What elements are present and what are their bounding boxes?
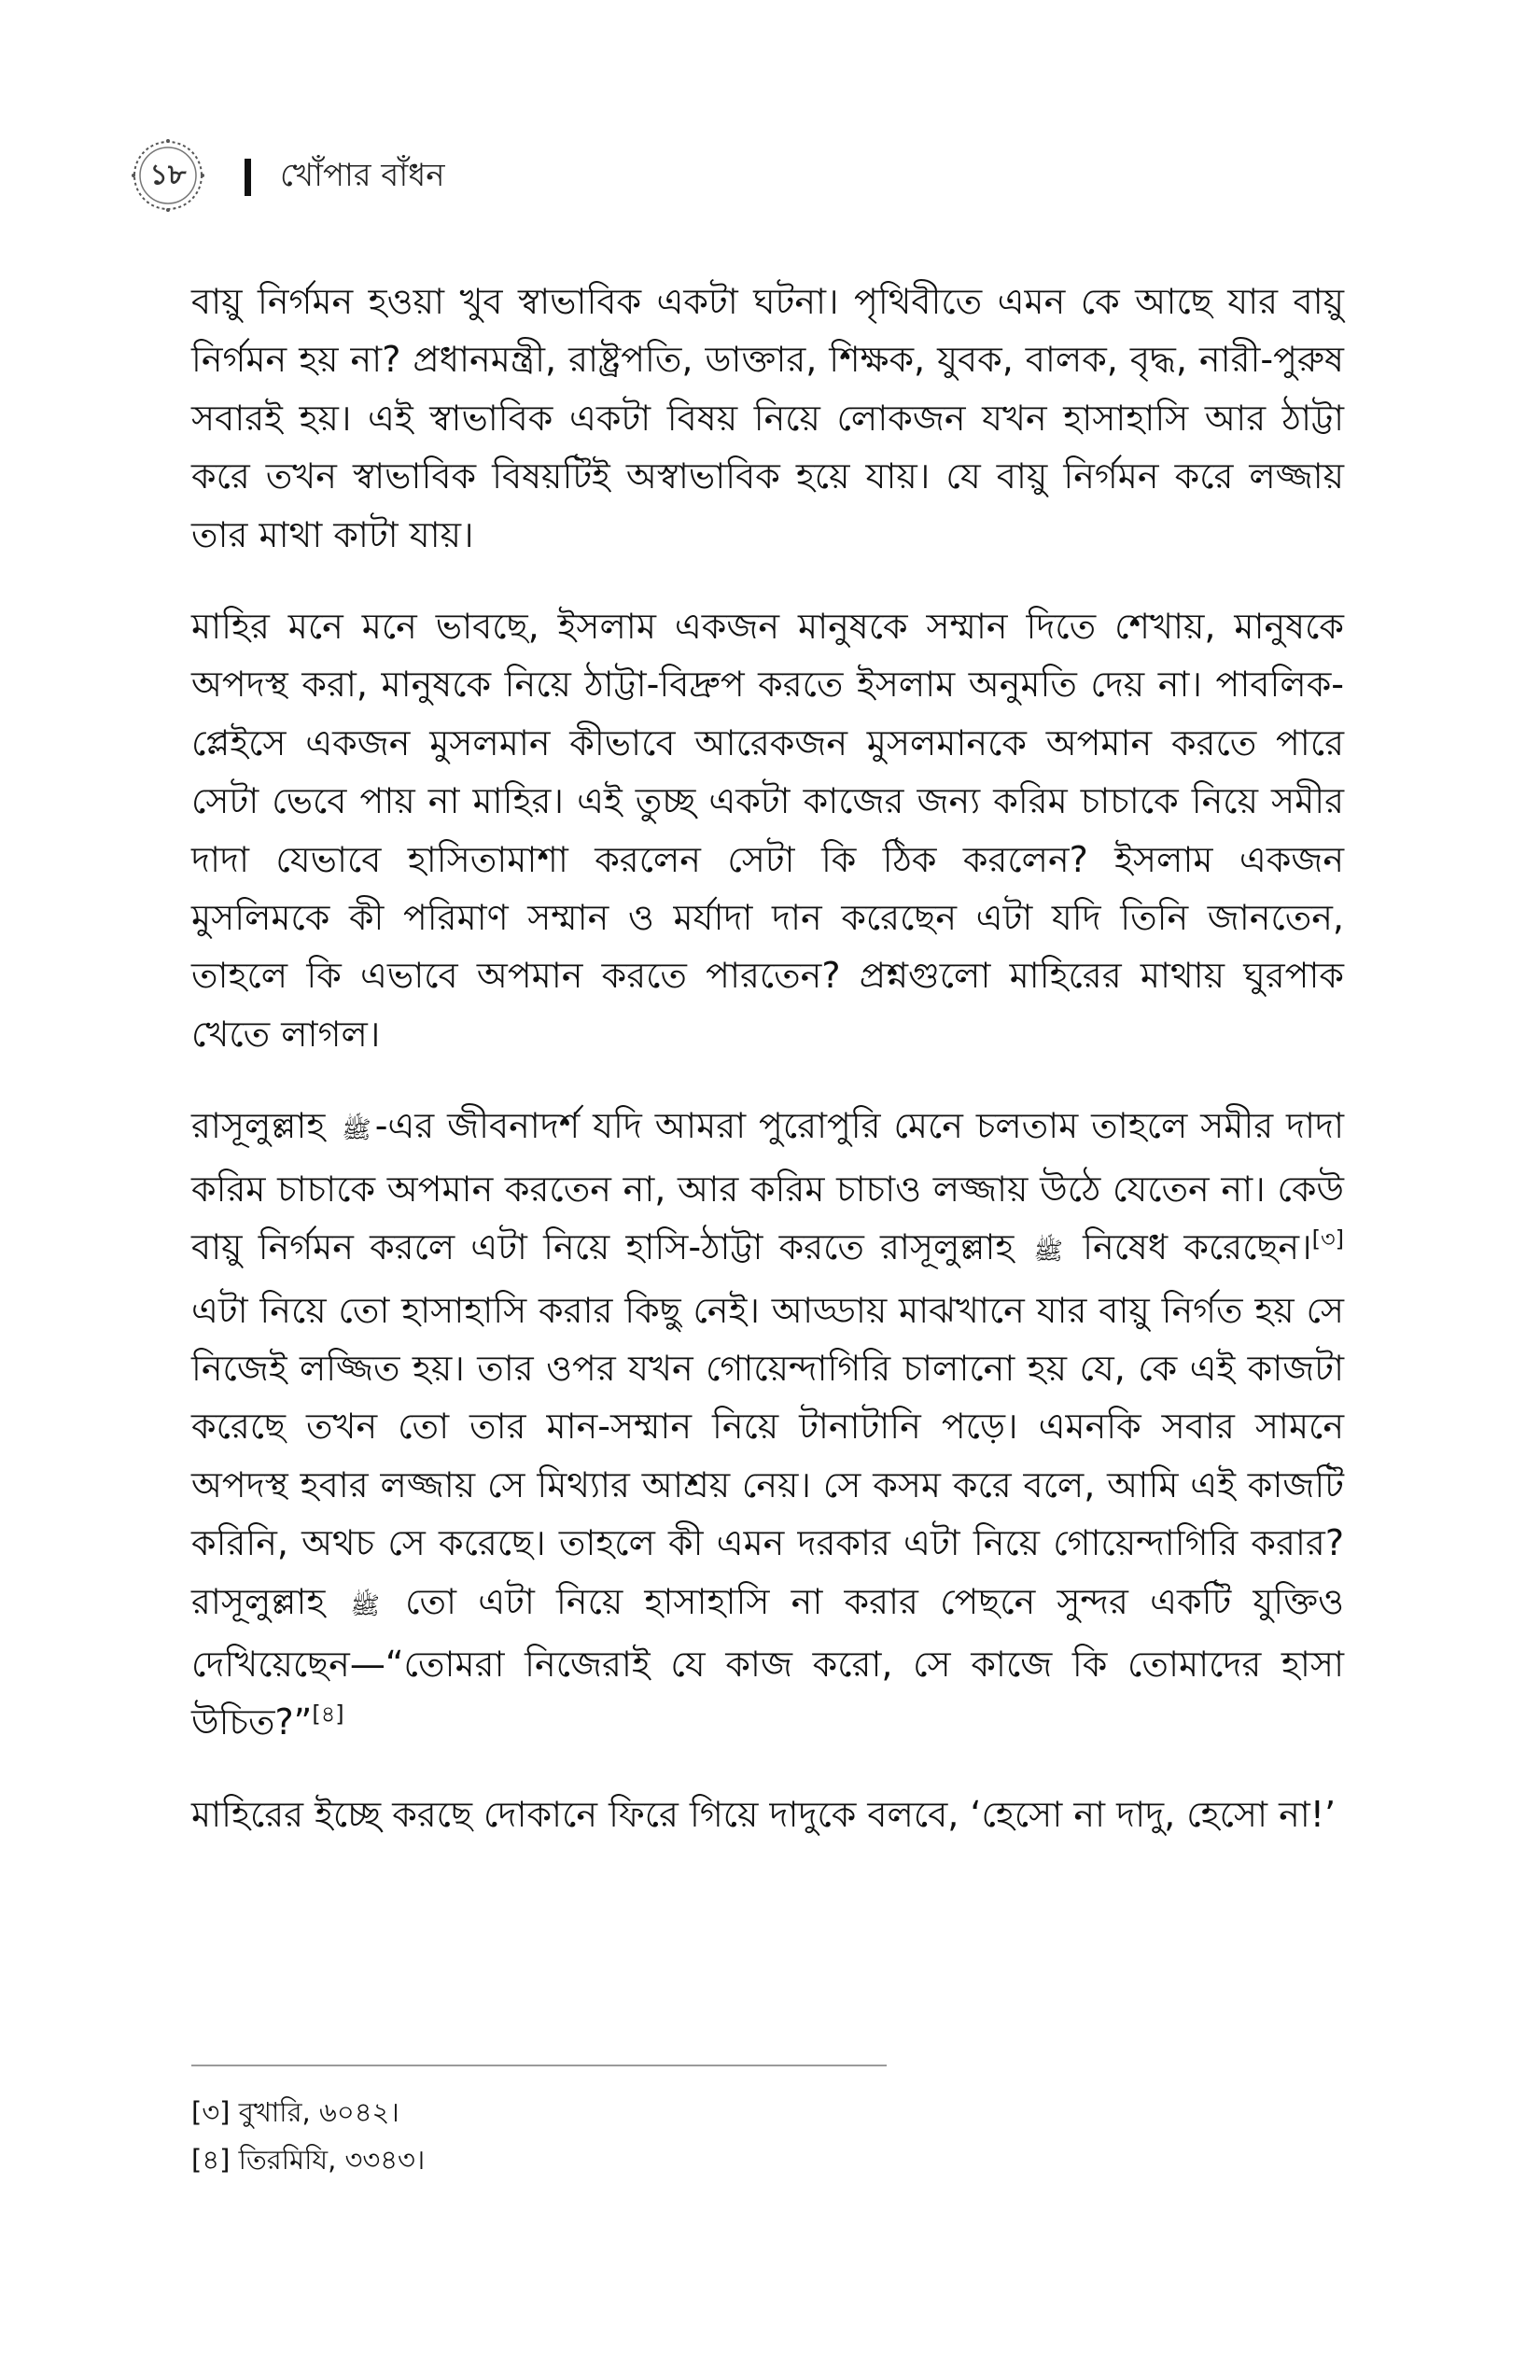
footnotes [191,2089,1031,2184]
paragraph-3-text-2: -এর জীবনাদর্শ যদি আমরা পুরোপুরি মেনে চলতাম তাহলে সমীর দাদা করিম চাচাকে অপমান করতেন না, আর করিম চাচাও লজ্জায় উঠে যেতেন না। কেউ বায়ু নির্গমন করলে এটা নিয়ে হাসি-ঠাট্টা করতে রাসূলুল্লাহ [191,1105,1344,1268]
paragraph-1: বায়ু নির্গমন হওয়া খুব স্বাভাবিক একটা ঘটনা। পৃথিবীতে এমন কে আছে যার বায়ু নির্গমন হয় না? প্রধানমন্ত্রী, রাষ্ট্রপতি, ডাক্তার, শিক্ষক, যুবক, বালক, বৃদ্ধ, নারী-পুরুষ সবারই হয়। এই স্বাভাবিক একটা বিষয় নিয়ে লোকজন যখন হাসাহাসি আর ঠাট্টা করে তখন স্বাভাবিক বিষয়টিই অস্বাভাবিক হয়ে যায়। যে বায়ু নির্গমন করে লজ্জায় তার মাথা কাটা যায়। [191,281,1344,555]
paragraph-3-text-1: রাসূলুল্লাহ [191,1105,326,1147]
book-title: খোঁপার বাঁধন [280,157,445,194]
salawat-icon: ﷺ [342,1116,371,1145]
page-number: ১৮ [149,159,187,191]
paragraph-3 [191,1097,1344,1751]
footnote-3: [৩] বুখারি, ৬০৪২। [191,2096,399,2128]
footnote-4: [৪] তিরমিযি, ৩৩৪৩। [191,2144,426,2176]
salawat-icon: ﷺ [350,1591,380,1620]
footnote-divider [191,2065,887,2066]
footnote-ref-4[interactable]: [৪] [312,1701,344,1728]
header-divider-bar [245,159,251,196]
paragraph-4: মাহিরের ইচ্ছে করছে দোকানে ফিরে গিয়ে দাদুকে বলবে, ‘হেসো না দাদু, হেসো না!’ [191,1793,1337,1835]
paragraph-3-text-5: তো এটা নিয়ে হাসাহাসি না করার পেছনে সুন্দর একটি যুক্তিও দেখিয়েছেন—“তোমরা নিজেরাই যে কাজ করো, সে কাজে কি তোমাদের হাসা উচিত?” [191,1580,1344,1743]
body-text [191,273,1344,1877]
page-header [131,138,1344,213]
salawat-icon: ﷺ [1033,1238,1063,1267]
page-number-badge [131,138,205,213]
paragraph-3-text-4: এটা নিয়ে তো হাসাহাসি করার কিছু নেই। আড্ডায় মাঝখানে যার বায়ু নির্গত হয় সে নিজেই লজ্জিত হয়। তার ওপর যখন গোয়েন্দাগিরি চালানো হয় যে, কে এই কাজটা করেছে তখন তো তার মান-সম্মান নিয়ে টানাটানি পড়ে। এমনকি সবার সামনে অপদস্থ হবার লজ্জায় সে মিথ্যার আশ্রয় নেয়। সে কসম করে বলে, আমি এই কাজটি করিনি, অথচ সে করেছে। তাহলে কী এমন দরকার এটা নিয়ে গোয়েন্দাগিরি করার? রাসূলুল্লাহ [191,1289,1344,1622]
footnote-ref-3[interactable]: [৩] [1311,1225,1344,1253]
paragraph-3-text-3: নিষেধ করেছেন। [1083,1226,1312,1268]
paragraph-2: মাহির মনে মনে ভাবছে, ইসলাম একজন মানুষকে সম্মান দিতে শেখায়, মানুষকে অপদস্থ করা, মানুষকে নিয়ে ঠাট্টা-বিদ্রুপ করতে ইসলাম অনুমতি দেয় না। পাবলিক-প্লেইসে একজন মুসলমান কীভাবে আরেকজন মুসলমানকে অপমান করতে পারে সেটা ভেবে পায় না মাহির। এই তুচ্ছ একটা কাজের জন্য করিম চাচাকে নিয়ে সমীর দাদা যেভাবে হাসিতামাশা করলেন সেটা কি ঠিক করলেন? ইসলাম একজন মুসলিমকে কী পরিমাণ সম্মান ও মর্যাদা দান করেছেন এটা যদি তিনি জানতেন, তাহলে কি এভাবে অপমান করতে পারতেন? প্রশ্নগুলো মাহিরের মাথায় ঘুরপাক খেতে লাগল। [191,606,1344,1055]
